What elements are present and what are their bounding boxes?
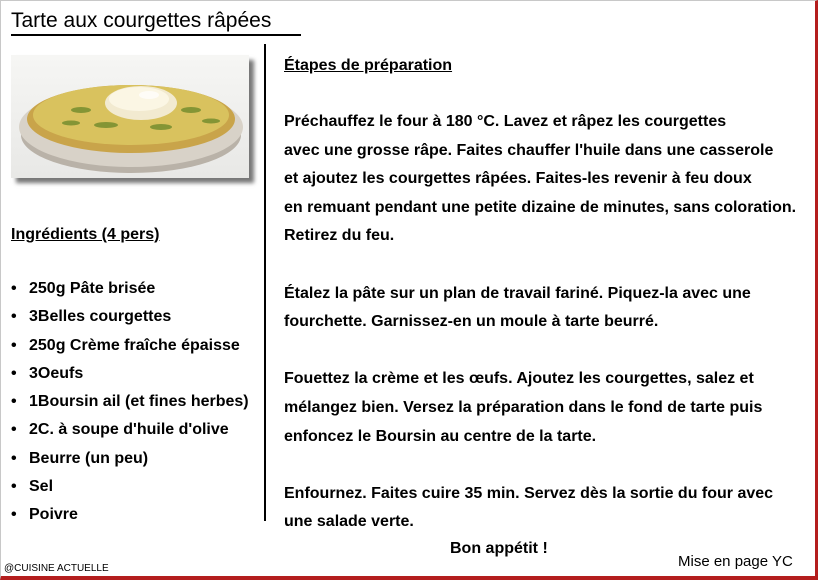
step-paragraph — [284, 365, 814, 451]
layout-credit: Mise en page YC — [678, 553, 793, 570]
recipe-title: Tarte aux courgettes râpées — [11, 8, 301, 36]
step-line: Étalez la pâte sur un plan de travail fariné. Piquez-la avec une — [284, 284, 751, 302]
steps-heading: Étapes de préparation — [284, 57, 453, 74]
ingredient-item: • Sel — [11, 473, 249, 501]
ingredient-item: • 1Boursin ail (et fines herbes) — [11, 388, 249, 416]
closing-text: Bon appétit ! — [450, 540, 548, 557]
tart-photo — [11, 55, 249, 178]
ingredient-item: • 250g Pâte brisée — [11, 275, 249, 303]
step-line: une salade verte. — [284, 513, 414, 531]
ingredient-item: • 3Belles courgettes — [11, 303, 249, 331]
step-line: fourchette. Garnissez-en un moule à tarte beurré. — [284, 313, 659, 331]
step-line: et ajoutez les courgettes râpées. Faites-les revenir à feu doux — [284, 170, 752, 188]
ingredient-item: • 3Oeufs — [11, 360, 249, 388]
ingredients-list — [11, 275, 249, 530]
ingredient-item: • Poivre — [11, 501, 249, 529]
step-line: mélangez bien. Versez la préparation dans le fond de tarte puis — [284, 398, 763, 416]
step-paragraph — [284, 480, 814, 537]
step-paragraph — [284, 280, 814, 337]
column-divider — [264, 44, 266, 521]
step-line: en remuant pendant une petite dizaine de minutes, sans coloration. — [284, 198, 797, 216]
step-line: Enfournez. Faites cuire 35 min. Servez dès la sortie du four avec — [284, 484, 774, 502]
ingredient-item: • Beurre (un peu) — [11, 445, 249, 473]
step-line: enfoncez le Boursin au centre de la tarte. — [284, 427, 597, 445]
step-line: Fouettez la crème et les œufs. Ajoutez les courgettes, salez et — [284, 370, 754, 388]
source-credit: @CUISINE ACTUELLE — [4, 563, 109, 574]
ingredients-heading: Ingrédients (4 pers) — [11, 226, 160, 243]
ingredient-item: • 2C. à soupe d'huile d'olive — [11, 416, 249, 444]
step-line: Préchauffez le four à 180 °C. Lavez et râpez les courgettes — [284, 113, 727, 130]
step-line: avec une grosse râpe. Faites chauffer l'huile dans une casserole — [284, 141, 774, 159]
ingredient-item: • 250g Crème fraîche épaisse — [11, 332, 249, 360]
step-paragraph — [284, 108, 814, 251]
steps-body — [284, 108, 814, 566]
step-line: Retirez du feu. — [284, 227, 395, 245]
